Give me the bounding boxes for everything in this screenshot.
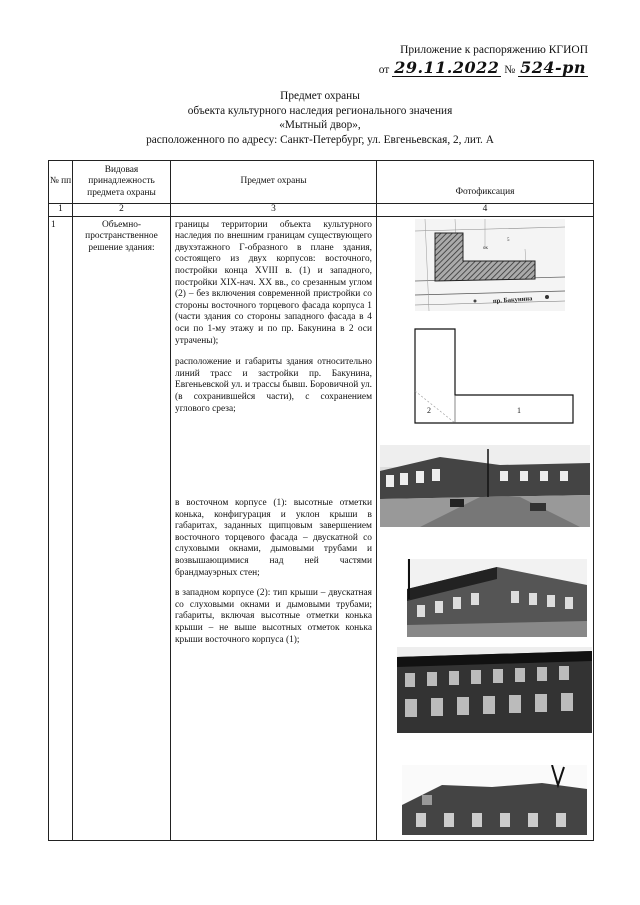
site-map-drawing	[415, 219, 565, 311]
street-view-photo	[380, 445, 590, 527]
svg-text:ок: ок	[483, 245, 488, 251]
col-number-3: 3	[171, 204, 377, 217]
column-number-row	[49, 204, 594, 217]
row-description	[171, 216, 377, 840]
handwritten-number: 524-рп	[520, 58, 586, 77]
description-paragraph-3: в восточном корпусе (1): высотные отметки конька, конфигурация и уклон крыши в габаритах, заданных щипцовым завершением восточного торцевого фасада – двускатной со слуховыми окнами, дымовыми трубами и возвышающимися над ней частями брандмауэрных стен;	[175, 498, 372, 578]
roof-detail-drawing	[402, 765, 587, 835]
plan-label-2: 2	[427, 405, 431, 415]
col-number-1: 1	[49, 204, 73, 217]
map-street-label: пр. Бакунина	[492, 294, 533, 305]
col-number-4: 4	[377, 204, 594, 217]
east-building-photo	[407, 559, 587, 637]
west-building-photo	[397, 647, 592, 733]
building-plan-image	[405, 325, 585, 425]
site-map-image	[415, 219, 565, 311]
appendix-header	[379, 42, 588, 78]
street-view-drawing	[380, 445, 590, 527]
protection-subject-table	[48, 160, 594, 841]
east-building-drawing	[407, 559, 587, 637]
row-number: 1	[49, 216, 73, 840]
description-paragraph-2: расположение и габариты здания относительно линий трасс и застройки пр. Бакунина, Евгеньевской ул. и трассы бывш. Боровичной ул. (в сохранившейся части), с сохранением углового среза;	[175, 357, 372, 414]
table-header-row	[49, 161, 594, 204]
header-num: № пп	[49, 161, 73, 204]
header-subject: Предмет охраны	[171, 161, 377, 204]
table-row	[49, 216, 594, 840]
col-number-2: 2	[73, 204, 171, 217]
west-building-drawing	[397, 647, 592, 733]
title-line-2: объекта культурного наследия регионального значения	[187, 104, 453, 117]
from-label: от	[378, 64, 390, 76]
title-line-1: Предмет охраны	[280, 90, 360, 102]
header-kind: Видовая принадлежность предмета охраны	[73, 161, 171, 204]
number-label: №	[504, 64, 516, 76]
description-paragraph-4: в западном корпусе (2): тип крыши – двускатная со слуховыми окнами и дымовыми трубами; габариты, включая высотные отметки конька крыши – не выше высотных отметок конька крыши восточного корпуса (1);	[175, 588, 372, 645]
roof-detail-photo	[402, 765, 587, 835]
document-title	[0, 89, 640, 147]
appendix-line: Приложение к распоряжению КГИОП	[400, 44, 588, 56]
svg-text:5: 5	[507, 237, 510, 243]
header-photo: Фотофиксация	[377, 161, 594, 204]
order-date-number	[379, 60, 588, 78]
title-line-3: «Мытный двор»,	[279, 119, 361, 131]
plan-label-1: 1	[517, 405, 521, 415]
building-plan-drawing	[405, 325, 585, 425]
title-line-4: расположенного по адресу: Санкт-Петербург, ул. Евгеньевская, 2, лит. А	[146, 133, 494, 146]
description-paragraph-1: границы территории объекта культурного наследия по внешним границам существующего двухэтажного Г-образного в плане здания, состоящего из двух корпусов: восточного, постройки конца XVIII в. (1) и западного, постройки XIX-нач. XX вв., со срезанным углом (2) – без включения современной пристройки со стороны восточного торцевого фасада корпуса 1 (части здания со стороны западного фасада в 4 оси по 1-му этажу и по пр. Бакунина в 2 оси утрачены);	[175, 219, 372, 346]
row-photos	[377, 216, 594, 840]
handwritten-date: 29.11.2022	[394, 58, 500, 77]
row-kind: Объемно-пространственное решение здания:	[73, 216, 171, 840]
